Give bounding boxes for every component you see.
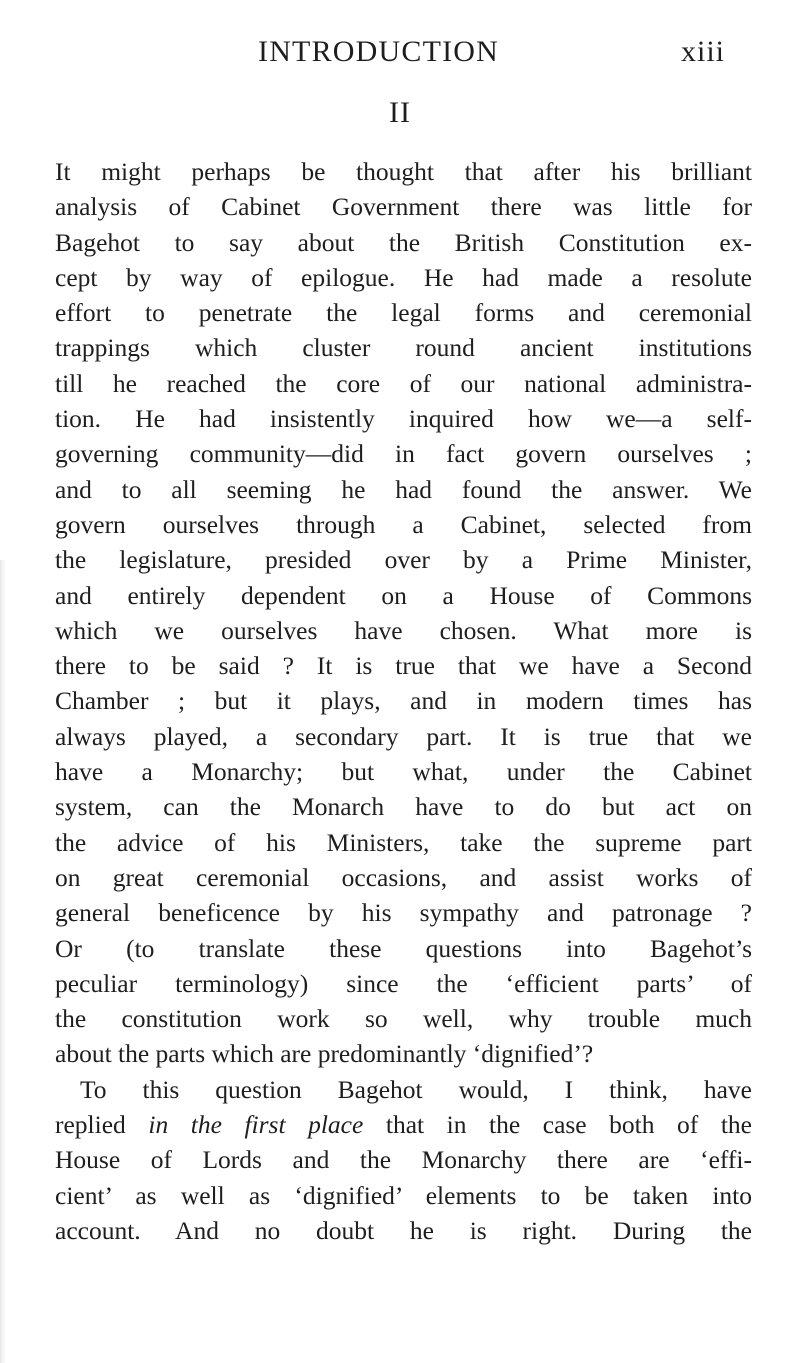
text-line: have a Monarchy; but what, under the Cabinet xyxy=(55,757,752,787)
text-line: House of Lords and the Monarchy there are ‘effi- xyxy=(55,1145,752,1175)
text-line: there to be said ? It is true that we have a Second xyxy=(55,651,752,681)
text-line: and entirely dependent on a House of Commons xyxy=(55,580,752,610)
text-line: cept by way of epilogue. He had made a resolute xyxy=(55,262,752,292)
text-line: cient’ as well as ‘dignified’ elements to be taken into xyxy=(55,1180,752,1210)
text-line-with-italic xyxy=(55,1107,752,1142)
text-line: the legislature, presided over by a Prime Minister, xyxy=(55,545,752,575)
text-line: It might perhaps be thought that after his brilliant xyxy=(55,157,752,186)
text-line: Chamber ; but it plays, and in modern times has xyxy=(55,686,752,716)
text-line: the advice of his Ministers, take the supreme part xyxy=(55,827,752,857)
text-run: that in the case both of the xyxy=(363,1110,752,1140)
body-text xyxy=(55,154,752,1248)
section-heading: II xyxy=(389,96,411,129)
text-line: govern ourselves through a Cabinet, selected from xyxy=(55,509,752,539)
text-line: effort to penetrate the legal forms and ceremonial xyxy=(55,298,752,328)
text-line: the constitution work so well, why trouble much xyxy=(55,1004,752,1034)
page-gutter-shadow xyxy=(0,560,6,1363)
text-line: tion. He had insistently inquired how we—a self- xyxy=(55,404,752,434)
text-line: Or (to translate these questions into Bagehot’s xyxy=(55,933,752,963)
running-title: INTRODUCTION xyxy=(258,35,500,68)
text-line: analysis of Cabinet Government there was little for xyxy=(55,192,752,222)
page-number: xiii xyxy=(681,35,726,68)
text-line: Bagehot to say about the British Constitution ex- xyxy=(55,227,752,257)
running-head xyxy=(0,32,800,72)
text-line: To this question Bagehot would, I think, have xyxy=(80,1074,752,1104)
italic-phrase: in the first place xyxy=(148,1110,364,1140)
text-line: system, can the Monarch have to do but act on xyxy=(55,792,752,822)
text-line: about the parts which are predominantly ‘dignified’? xyxy=(55,1039,594,1069)
text-line: which we ourselves have chosen. What more is xyxy=(55,615,752,645)
text-line: governing community—did in fact govern ourselves ; xyxy=(55,439,752,469)
text-run: replied xyxy=(55,1110,149,1140)
text-line: and to all seeming he had found the answer. We xyxy=(55,474,752,504)
text-line: always played, a secondary part. It is true that we xyxy=(55,721,752,751)
text-line: trappings which cluster round ancient institutions xyxy=(55,333,752,363)
text-line: account. And no doubt he is right. During the xyxy=(55,1215,752,1245)
text-line: on great ceremonial occasions, and assist works of xyxy=(55,862,752,892)
text-line: peculiar terminology) since the ‘efficient parts’ of xyxy=(55,968,752,998)
text-line: till he reached the core of our national administra- xyxy=(55,368,752,398)
text-line: general beneficence by his sympathy and patronage ? xyxy=(55,898,752,928)
